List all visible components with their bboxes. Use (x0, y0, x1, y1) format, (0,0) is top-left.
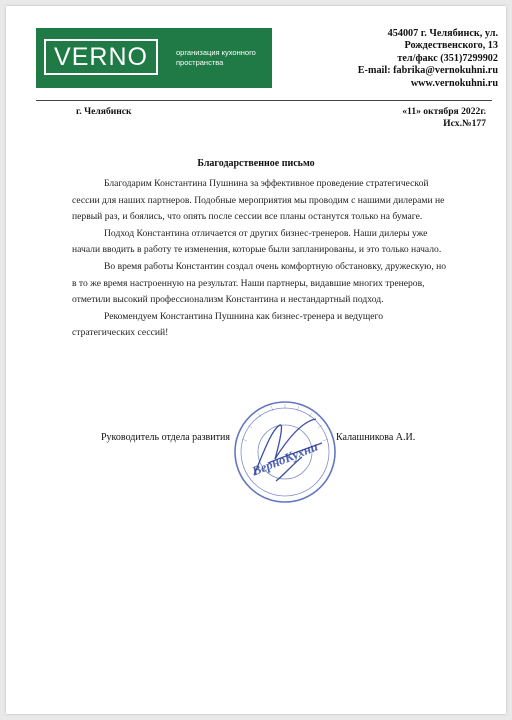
date-block (402, 106, 486, 130)
city-label: г. Челябинск (76, 106, 132, 117)
letter-date: «11» октября 2022г. (402, 106, 486, 117)
paragraph-line: Рекомендуем Константина Пушнина как бизнес-тренера и ведущего (104, 310, 383, 322)
company-logo (36, 28, 272, 88)
address-line: 454007 г. Челябинск, ул. (387, 28, 498, 39)
header-divider (36, 100, 492, 101)
paragraph-line: в то же время настроенную на результат. Наши партнеры, видавшие многих тренеров, (72, 277, 425, 289)
email: E-mail: fabrika@vernokuhni.ru (357, 65, 498, 77)
logo-tagline (176, 48, 268, 68)
letter-page (6, 6, 506, 714)
company-contacts (358, 28, 498, 90)
signatory-name: Калашникова А.И. (336, 432, 416, 443)
paragraph-line: начали вводить в работу те изменения, которые были запланированы, и это только начало. (72, 244, 442, 256)
letter-body (72, 176, 502, 342)
paragraph-line: Подход Константина отличается от других бизнес-тренеров. Наши дилеры уже (104, 227, 428, 239)
phone-fax: тел/факс (351)7299902 (397, 52, 498, 64)
signatory-role: Руководитель отдела развития (101, 432, 230, 443)
paragraph-line: сессии для наших партнеров. Подобные мероприятия мы проводим с нашими дилерами не (72, 194, 445, 206)
paragraph-line: отметили высокий профессионализм Константина и нестандартный подход. (72, 294, 384, 306)
outgoing-number: Исх.№177 (443, 118, 486, 129)
logo-tagline-line1: организация кухонного (176, 48, 256, 57)
address-street: Рождественского, 13 (404, 40, 498, 52)
stamp-text: ВерноКухни (249, 438, 320, 479)
document-title: Благодарственное письмо (197, 158, 315, 169)
website: www.vernokuhni.ru (410, 77, 498, 89)
paragraph-line: Благодарим Константина Пушнина за эффективное проведение стратегической (104, 178, 429, 189)
paragraph-line: Во время работы Константин создал очень комфортную обстановку, дружескую, но (104, 260, 447, 272)
logo-wordmark: VERNO (44, 39, 158, 75)
paragraph-line: стратегических сессий! (72, 327, 169, 339)
paragraph-line: первый раз, и боялись, что опять после сессии все планы останутся только на бумаге. (72, 211, 423, 223)
logo-tagline-line2: пространства (176, 58, 224, 67)
company-stamp-icon (232, 399, 338, 505)
